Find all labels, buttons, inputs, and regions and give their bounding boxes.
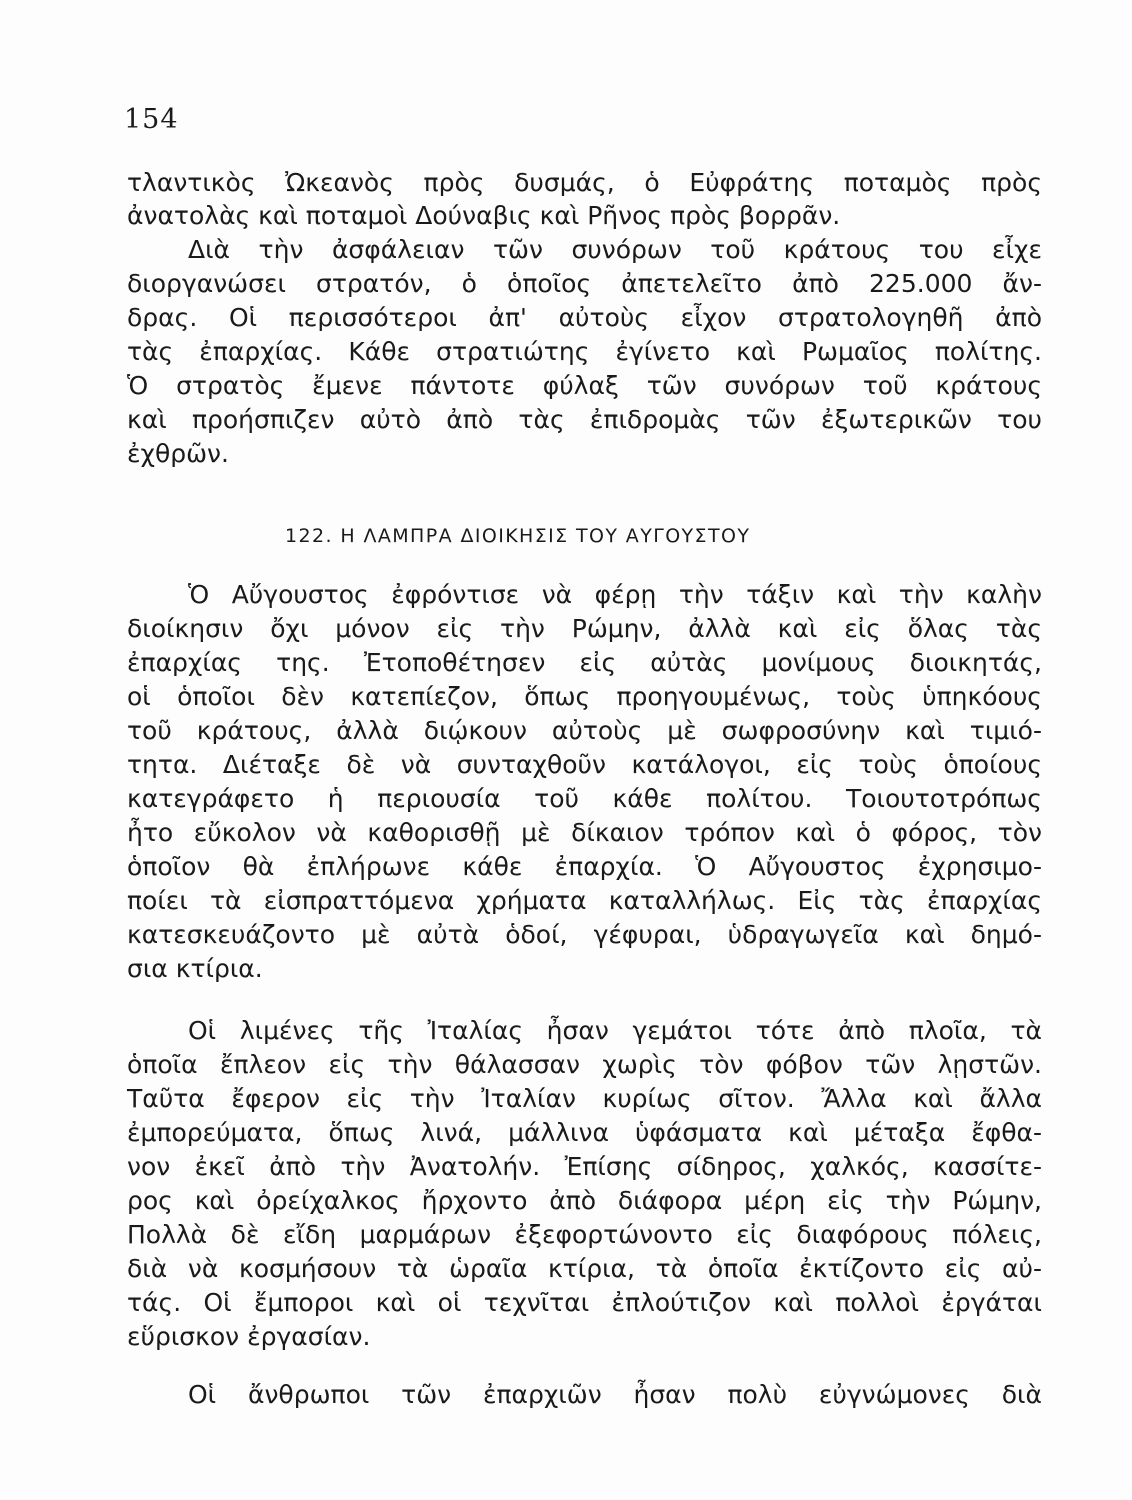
text-line: ἦτο εὔκολον νὰ καθορισθῇ μὲ δίκαιον τρόπον καὶ ὁ φόρος, τὸν <box>127 818 1042 847</box>
text-line: διοίκησιν ὄχι μόνον εἰς τὴν Ρώμην, ἀλλὰ καὶ εἰς ὅλας τὰς <box>127 614 1042 643</box>
text-line: εὕρισκον ἐργασίαν. <box>127 1322 371 1351</box>
text-line: σια κτίρια. <box>127 954 263 983</box>
text-line: ποίει τὰ εἰσπραττόμενα χρήματα καταλλήλως. Εἰς τὰς ἐπαρχίας <box>127 886 1042 915</box>
text-line: κατεσκευάζοντο μὲ αὐτὰ ὁδοί, γέφυραι, ὑδραγωγεῖα καὶ δημό- <box>127 920 1042 949</box>
text-line: νον ἐκεῖ ἀπὸ τὴν Ἀνατολήν. Ἐπίσης σίδηρος, χαλκός, κασσίτε- <box>127 1152 1042 1181</box>
text-line: ἀνατολὰς καὶ ποταμοὶ Δούναβις καὶ Ρῆνος πρὸς βορρᾶν. <box>127 201 841 230</box>
text-line: Ταῦτα ἔφερον εἰς τὴν Ἰταλίαν κυρίως σῖτον. Ἄλλα καὶ ἄλλα <box>127 1084 1042 1113</box>
text-line: Οἱ λιμένες τῆς Ἰταλίας ἦσαν γεμάτοι τότε ἀπὸ πλοῖα, τὰ <box>188 1016 1042 1045</box>
text-line: διὰ νὰ κοσμήσουν τὰ ὡραῖα κτίρια, τὰ ὁποῖα ἐκτίζοντο εἰς αὐ- <box>127 1254 1042 1283</box>
text-line: τὰς ἐπαρχίας. Κάθε στρατιώτης ἐγίνετο καὶ Ρωμαῖος πολίτης. <box>127 337 1042 366</box>
text-line: διοργανώσει στρατόν, ὁ ὁποῖος ἀπετελεῖτο ἀπὸ 225.000 ἄν- <box>127 269 1042 298</box>
text-line: οἱ ὁποῖοι δὲν κατεπίεζον, ὅπως προηγουμένως, τοὺς ὑπηκόους <box>127 682 1042 711</box>
text-line: ὁποῖα ἔπλεον εἰς τὴν θάλασσαν χωρὶς τὸν φόβον τῶν λῃστῶν. <box>127 1050 1042 1079</box>
text-line: Ὁ Αὔγουστος ἐφρόντισε νὰ φέρῃ τὴν τάξιν καὶ τὴν καλὴν <box>188 580 1042 609</box>
section-heading: 122. Η ΛΑΜΠΡΑ ΔΙΟΙΚΗΣΙΣ ΤΟΥ ΑΥΓΟΥΣΤΟΥ <box>285 525 751 547</box>
text-line: ὁποῖον θὰ ἐπλήρωνε κάθε ἐπαρχία. Ὁ Αὔγουστος ἐχρησιμο- <box>127 852 1042 881</box>
text-line: δρας. Οἱ περισσότεροι ἀπ' αὐτοὺς εἶχον στρατολογηθῆ ἀπὸ <box>127 303 1042 332</box>
text-line: τοῦ κράτους, ἀλλὰ διῴκουν αὐτοὺς μὲ σωφροσύνην καὶ τιμιό- <box>127 716 1042 745</box>
text-line: τάς. Οἱ ἔμποροι καὶ οἱ τεχνῖται ἐπλούτιζον καὶ πολλοὶ ἐργάται <box>127 1288 1042 1317</box>
text-line: Πολλὰ δὲ εἴδη μαρμάρων ἐξεφορτώνοντο εἰς διαφόρους πόλεις, <box>127 1220 1042 1249</box>
text-line: καὶ προήσπιζεν αὐτὸ ἀπὸ τὰς ἐπιδρομὰς τῶν ἐξωτερικῶν του <box>127 405 1042 434</box>
text-line: Ὁ στρατὸς ἔμενε πάντοτε φύλαξ τῶν συνόρων τοῦ κράτους <box>127 371 1042 400</box>
text-line: Οἱ ἄνθρωποι τῶν ἐπαρχιῶν ἦσαν πολὺ εὐγνώμονες διὰ <box>188 1380 1042 1409</box>
text-line: κατεγράφετο ἡ περιουσία τοῦ κάθε πολίτου. Τοιουτοτρόπως <box>127 784 1042 813</box>
text-line: τητα. Διέταξε δὲ νὰ συνταχθοῦν κατάλογοι, εἰς τοὺς ὁποίους <box>127 750 1042 779</box>
text-line: ἐπαρχίας της. Ἐτοποθέτησεν εἰς αὐτὰς μονίμους διοικητάς, <box>127 648 1042 677</box>
text-line: ρος καὶ ὀρείχαλκος ἤρχοντο ἀπὸ διάφορα μέρη εἰς τὴν Ρώμην, <box>127 1186 1042 1215</box>
text-line: Διὰ τὴν ἀσφάλειαν τῶν συνόρων τοῦ κράτους του εἶχε <box>188 235 1042 264</box>
text-line: ἐμπορεύματα, ὅπως λινά, μάλλινα ὑφάσματα καὶ μέταξα ἔφθα- <box>127 1118 1042 1147</box>
page-number: 154 <box>124 104 179 135</box>
text-line: τλαντικὸς Ὠκεανὸς πρὸς δυσμάς, ὁ Εὐφράτης ποταμὸς πρὸς <box>127 168 1042 197</box>
text-line: ἐχθρῶν. <box>127 439 229 468</box>
